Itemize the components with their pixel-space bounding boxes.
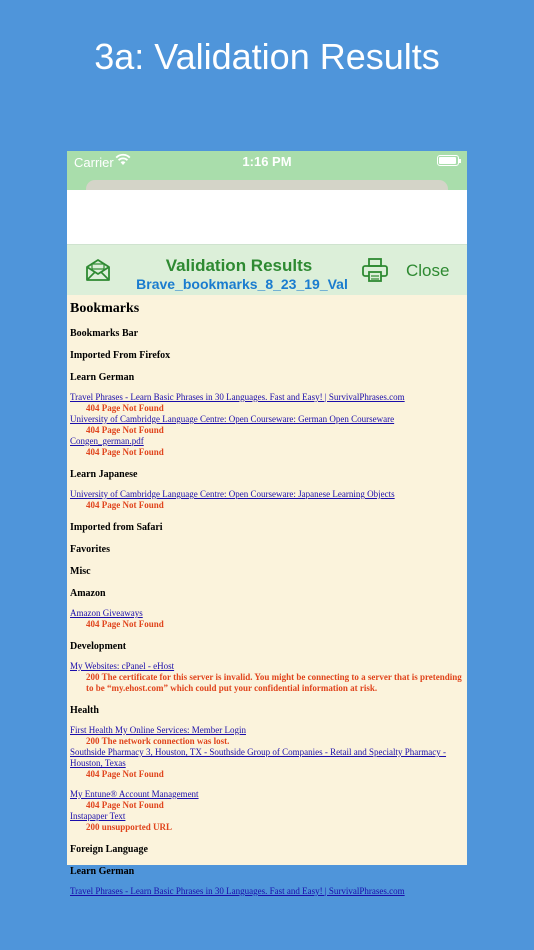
bookmark-link[interactable]: Travel Phrases - Learn Basic Phrases in 30 Languages. Fast and Easy! | SurvivalPhrases.com <box>70 886 405 896</box>
link-group <box>70 789 464 833</box>
link-group <box>70 886 464 897</box>
link-group <box>70 661 464 694</box>
bookmark-link[interactable]: My Websites: cPanel - eHost <box>70 661 175 671</box>
folder-heading: Imported from Safari <box>70 522 163 533</box>
bookmark-link[interactable]: Amazon Giveaways <box>70 608 143 618</box>
carrier-label: Carrier <box>74 155 114 170</box>
validation-status: 404 Page Not Found <box>86 769 164 779</box>
validation-status: 404 Page Not Found <box>86 619 164 629</box>
results-sheet <box>67 190 467 896</box>
bookmark-link[interactable]: Instapaper Text <box>70 811 126 821</box>
battery-icon <box>437 155 459 166</box>
folder-heading: Misc <box>70 566 91 577</box>
clock: 1:16 PM <box>242 154 292 169</box>
link-group <box>70 489 464 511</box>
validation-status: 404 Page Not Found <box>86 425 164 435</box>
folder-heading: Development <box>70 641 127 652</box>
folder-heading: Learn German <box>70 372 135 383</box>
validation-status: 200 unsupported URL <box>86 822 173 832</box>
bookmark-link[interactable]: University of Cambridge Language Centre: Open Courseware: Japanese Learning Objects <box>70 489 395 499</box>
folder-heading: Bookmarks Bar <box>70 328 139 339</box>
validation-status: 404 Page Not Found <box>86 447 164 457</box>
link-group <box>70 725 464 780</box>
validation-status: 200 The network connection was lost. <box>86 736 230 746</box>
folder-heading: Foreign Language <box>70 844 148 855</box>
bookmark-link[interactable]: My Entune® Account Management <box>70 789 199 799</box>
validation-report <box>67 295 467 896</box>
folder-heading: Imported From Firefox <box>70 350 171 361</box>
link-group <box>70 392 464 458</box>
validation-status: 404 Page Not Found <box>86 800 164 810</box>
folder-heading: Amazon <box>70 588 106 599</box>
folder-heading: Favorites <box>70 544 110 555</box>
validation-status: 200 The certificate for this server is invalid. You might be connecting to a server that is pretending to be “my.ehost.com” which could put your confidential information at risk. <box>86 672 462 693</box>
printer-icon[interactable] <box>362 258 390 284</box>
folder-heading: Learn Japanese <box>70 469 138 480</box>
phone-screen <box>67 151 467 896</box>
page-headline: 3a: Validation Results <box>94 36 440 77</box>
results-toolbar <box>67 245 467 295</box>
bookmark-link[interactable]: First Health My Online Services: Member Login <box>70 725 246 735</box>
link-group <box>70 608 464 630</box>
bookmark-link[interactable]: Travel Phrases - Learn Basic Phrases in 30 Languages. Fast and Easy! | SurvivalPhrases.com <box>70 392 405 402</box>
toolbar-title: Validation Results <box>165 256 313 275</box>
validation-status: 404 Page Not Found <box>86 500 164 510</box>
report-heading: Bookmarks <box>70 301 140 316</box>
email-icon[interactable] <box>85 258 113 284</box>
bookmark-link[interactable]: University of Cambridge Language Centre: Open Courseware: German Open Courseware <box>70 414 395 424</box>
bookmark-link[interactable]: Congen_german.pdf <box>70 436 144 446</box>
folder-heading: Learn German <box>70 866 135 877</box>
validation-status: 404 Page Not Found <box>86 403 164 413</box>
bookmark-link[interactable]: Southside Pharmacy 3, Houston, TX - Southside Group of Companies - Retail and Specialty Pharmacy - Houston, Texas <box>70 747 447 768</box>
close-button[interactable]: Close <box>406 261 450 280</box>
sheet-header-space <box>67 190 467 245</box>
toolbar-subtitle: Brave_bookmarks_8_23_19_Val <box>136 276 348 292</box>
folder-heading: Health <box>70 705 99 716</box>
